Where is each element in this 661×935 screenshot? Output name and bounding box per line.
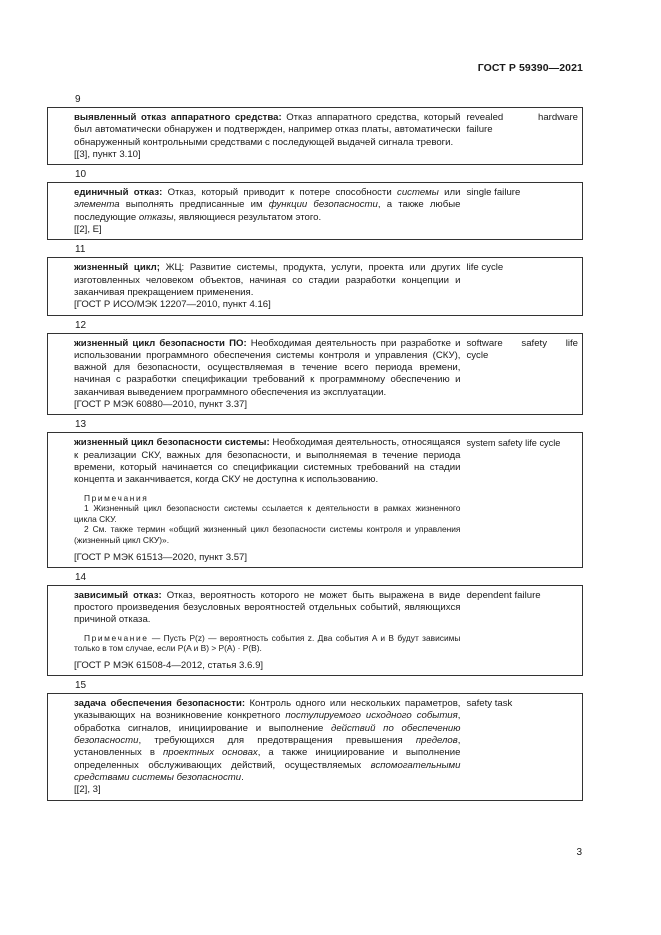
term-name: выявленный отказ аппаратного средства: — [74, 112, 282, 123]
entry-number: 11 — [75, 244, 86, 256]
term-english: life cycle — [466, 262, 504, 274]
term-definition: жизненный цикл безопасности ПО: Необходимая деятельность при разработке и использовании программного обеспечения системы контроля и управления (СКУ), важной для безопасности, осуществляемая в течение всего периода времени, начиная с разработки спецификации требований к программному обеспечению и заканчивая выведением программного обеспечения из эксплуатации. [ГОСТ Р МЭК 60880—2010, пункт 3.37] — [74, 337, 461, 411]
term-source: [ГОСТ Р ИСО/МЭК 12207—2010, пункт 4.16] — [74, 299, 271, 311]
page-number: 3 — [576, 847, 582, 858]
term-definition: задача обеспечения безопасности: Контроль одного или нескольких параметров, указывающих на возникновение конкретного постулируемого исходного события, обработка сигналов, инициирование и выполнение действий по обеспечению безопасности, требующихся для предотвращения превышения пределов, установленных в проектных основах, а также инициирование и выполнение определенных обслуживающих действий, осуществляемых вспомогательными средствами системы безопасности. [[2], 3] — [74, 698, 461, 796]
term-source: [[3], пункт 3.10] — [74, 148, 141, 160]
term-english: dependent failure — [466, 589, 541, 601]
term-entry — [47, 182, 583, 240]
term-entry — [47, 585, 583, 676]
term-definition: жизненный цикл безопасности системы: Необходимая деятельность, относящаяся к реализации СКУ, важных для безопасности, и выполняемая в течение периода времени, который начинается со спецификации системных требований на стадии концепта и заканчивается, когда СКУ не доступна к использованию. Примечания 1 Жизненный цикл безопасности системы ссылается к деятельности в рамках жизненного цикла СКУ. 2 См. также термин «общий жизненный цикл безопасности системы контроля и управления (жизненный цикл СКУ)». [ГОСТ Р МЭК 61513—2020, пункт 3.57] — [74, 437, 461, 563]
term-name: единичный отказ: — [74, 187, 163, 199]
entry-number: 14 — [75, 571, 87, 583]
entry-number: 12 — [75, 319, 87, 331]
term-entry — [47, 693, 583, 800]
term-source: [ГОСТ Р МЭК 60880—2010, пункт 3.37] — [74, 399, 248, 411]
term-name: жизненный цикл безопасности ПО: — [74, 337, 247, 349]
term-name: жизненный цикл; — [74, 262, 160, 274]
term-entry — [47, 257, 583, 315]
term-source: [[2], E] — [74, 224, 102, 236]
term-name: задача обеспечения безопасности: — [74, 698, 246, 710]
term-definition: единичный отказ: Отказ, который приводит к потере способности системы или элемента выполнять предписанные им функции безопасности, а также любые последующие отказы, являющиеся результатом этого. [[2], E] — [74, 187, 461, 236]
entry-number: 15 — [75, 680, 87, 692]
term-source: [ГОСТ Р МЭК 61513—2020, пункт 3.57] — [74, 551, 248, 563]
terms-list — [47, 93, 583, 804]
term-note: Примечание — Пусть P(z) — вероятность события z. Два события A и B будут зависимы только в том случае, если P(A и B) > P(A) · P(B). — [74, 632, 461, 654]
term-english: single failure — [466, 187, 521, 199]
term-entry — [47, 333, 583, 416]
term-name: зависимый отказ: — [74, 589, 162, 601]
term-source: [[2], 3] — [74, 784, 101, 796]
term-note: Примечания 1 Жизненный цикл безопасности системы ссылается к деятельности в рамках жизненного цикла СКУ. 2 См. также термин «общий жизненный цикл безопасности системы контроля и управления (жизненный цикл СКУ)». — [74, 492, 461, 545]
entry-number: 10 — [75, 169, 87, 181]
term-entry — [47, 107, 583, 165]
term-definition: выявленный отказ аппаратного средства: Отказ аппаратного средства, который был автоматически обнаружен и подтвержден, например отказ платы, автоматически обнаруженный контрольными средствами с последующей выдачей сигнала тревоги. [[3], пункт 3.10] — [74, 112, 461, 160]
term-english: revealed hardware failure — [466, 112, 578, 136]
term-entry — [47, 432, 583, 567]
document-id: ГОСТ Р 59390—2021 — [477, 62, 583, 74]
term-english: software safety life cycle — [466, 337, 578, 361]
term-definition: зависимый отказ: Отказ, вероятность которого не может быть выражена в виде простого произведения безусловных вероятностей отдельных событий, являющихся причиной отказа. Примечание — Пусть P(z) — вероятность события z. Два события A и B будут зависимы только в том случае, если P(A и B) > P(A) · P(B). [ГОСТ Р МЭК 61508-4—2012, статья 3.6.9] — [74, 589, 461, 671]
term-english: system safety life cycle — [466, 438, 561, 449]
term-english: safety task — [466, 698, 513, 710]
entry-number: 13 — [75, 419, 87, 431]
term-definition: жизненный цикл; ЖЦ: Развитие системы, продукта, услуги, проекта или других изготовленных человеком объектов, начиная со стадии разработки концепции и заканчивая прекращением применения. [ГОСТ Р ИСО/МЭК 12207—2010, пункт 4.16] — [74, 262, 461, 311]
term-source: [ГОСТ Р МЭК 61508-4—2012, статья 3.6.9] — [74, 659, 264, 671]
entry-number: 9 — [75, 94, 81, 105]
term-name: жизненный цикл безопасности системы: — [74, 437, 270, 449]
